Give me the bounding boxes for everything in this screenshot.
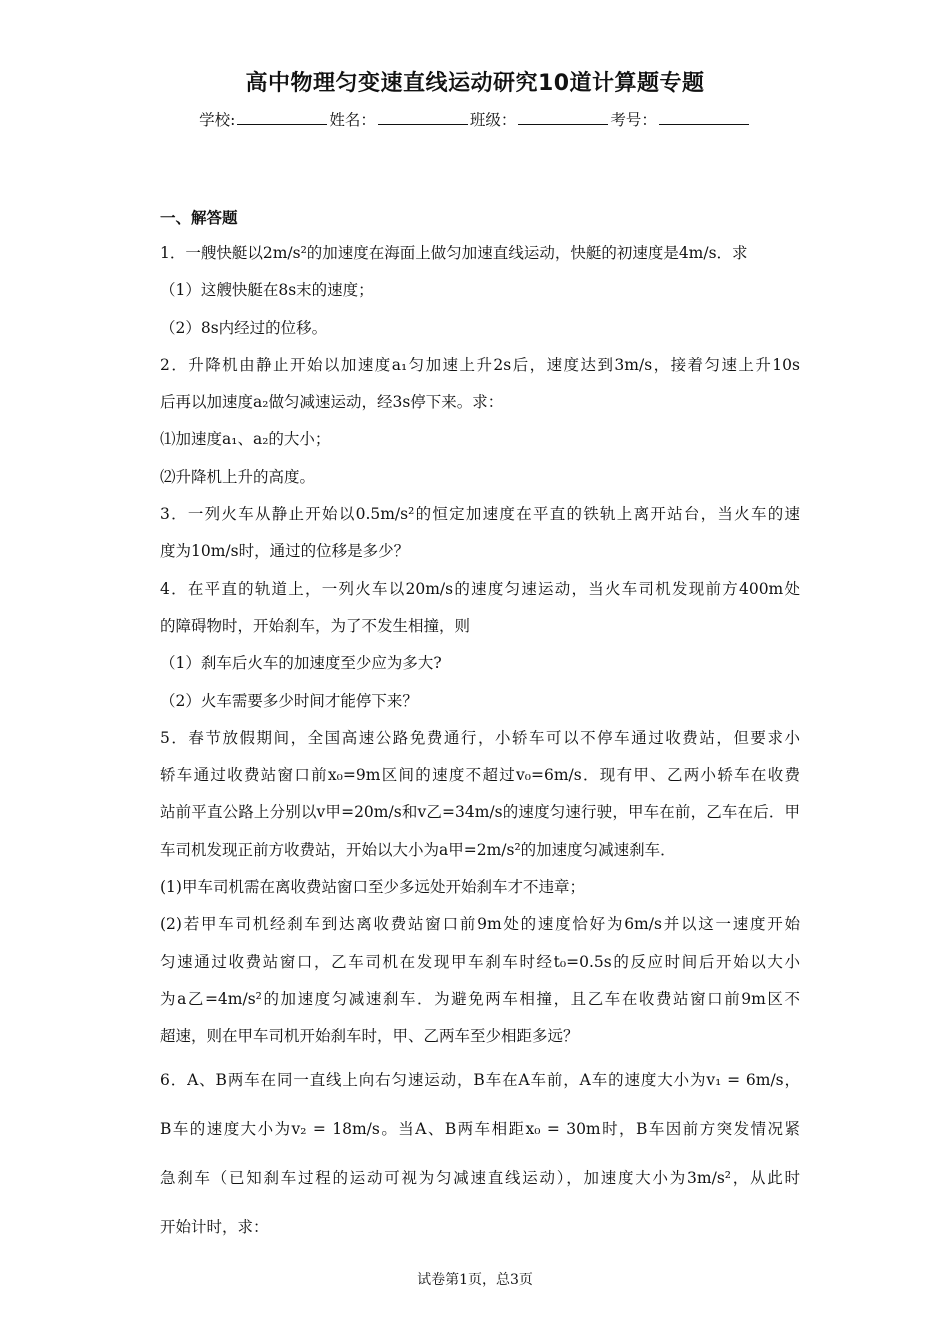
q5-part2: 超速，则在甲车司机开始刹车时，甲、乙两车至少相距多远？: [160, 1027, 579, 1046]
q2-part2: ⑵升降机上升的高度。: [160, 467, 316, 486]
q4-line: 的障碍物时，开始刹车，为了不发生相撞，则: [160, 616, 471, 635]
class-blank: [518, 110, 608, 125]
school-field: [199, 108, 329, 130]
exam-number-blank: [659, 110, 749, 125]
q4-part2: （2）火车需要多少时间才能停下来？: [160, 691, 418, 710]
name-field: [329, 108, 470, 130]
q2-part1: ⑴加速度a₁、a₂的大小；: [160, 430, 331, 449]
q6-line: 开始计时，求：: [160, 1218, 269, 1237]
school-label: 学校:: [199, 111, 236, 129]
q6-line: B车的速度大小为v₂ = 18m/s。当A、B两车相距x₀ = 30m时，B车因前方突发情况紧: [160, 1119, 800, 1138]
q3-line: 3．一列火车从静止开始以0.5m/s²的恒定加速度在平直的铁轨上离开站台，当火车的速: [160, 505, 800, 524]
q1-line: 1．一艘快艇以2m/s²的加速度在海面上做匀加速直线运动，快艇的初速度是4m/s．求: [160, 244, 748, 262]
page-footer: 试卷第1页，总3页: [417, 1272, 533, 1288]
q1-part2: （2）8s内经过的位移。: [160, 318, 328, 337]
exam-number-label: 考号：: [610, 111, 657, 129]
q5-part2: (2)若甲车司机经刹车到达离收费站窗口前9m处的速度恰好为6m/s并以这一速度开始: [160, 915, 800, 934]
page-title: 高中物理匀变速直线运动研究10道计算题专题: [245, 71, 705, 96]
q3-line: 度为10m/s时，通过的位移是多少？: [160, 542, 410, 561]
school-blank: [237, 110, 327, 125]
name-blank: [378, 110, 468, 125]
name-label: 姓名：: [329, 111, 376, 129]
q2-line: 后再以加速度a₂做匀减速运动，经3s停下来。求：: [160, 393, 504, 412]
q6-line: 6．A、B两车在同一直线上向右匀速运动，B车在A车前，A车的速度大小为v₁ = 6m/s，: [160, 1070, 800, 1089]
question-content: [160, 203, 800, 1253]
student-info-row: [0, 108, 950, 130]
q5-part1: (1)甲车司机需在离收费站窗口至少多远处开始刹车才不违章；: [160, 878, 585, 897]
class-label: 班级：: [469, 111, 517, 129]
q5-part2: 为a乙=4m/s²的加速度匀减速刹车．为避免两车相撞，且乙车在收费站窗口前9m区不: [160, 989, 800, 1008]
q6-line: 急刹车（已知刹车过程的运动可视为匀减速直线运动），加速度大小为3m/s²，从此时: [160, 1169, 800, 1188]
q5-line: 车司机发现正前方收费站，开始以大小为a甲=2m/s²的加速度匀减速刹车．: [160, 840, 676, 859]
section-heading: 一、解答题: [160, 209, 238, 227]
q4-part1: （1）刹车后火车的加速度至少应为多大?: [160, 654, 442, 673]
q2-line: 2．升降机由静止开始以加速度a₁匀加速上升2s后，速度达到3m/s，接着匀速上升10s: [160, 355, 800, 374]
class-field: [470, 108, 611, 130]
q5-line: 站前平直公路上分别以v甲=20m/s和v乙=34m/s的速度匀速行驶，甲车在前，乙车在后．甲: [160, 803, 800, 822]
q5-line: 轿车通过收费站窗口前x₀=9m区间的速度不超过v₀=6m/s．现有甲、乙两小轿车在收费: [160, 766, 800, 785]
q4-line: 4．在平直的轨道上，一列火车以20m/s的速度匀速运动，当火车司机发现前方400m处: [160, 579, 800, 598]
q5-part2: 匀速通过收费站窗口，乙车司机在发现甲车刹车时经t₀=0.5s的反应时间后开始以大小: [160, 952, 800, 971]
q5-line: 5．春节放假期间，全国高速公路免费通行，小轿车可以不停车通过收费站，但要求小: [160, 728, 800, 747]
exam-number-field: [610, 108, 751, 130]
q1-part1: （1）这艘快艇在8s末的速度；: [160, 281, 374, 300]
